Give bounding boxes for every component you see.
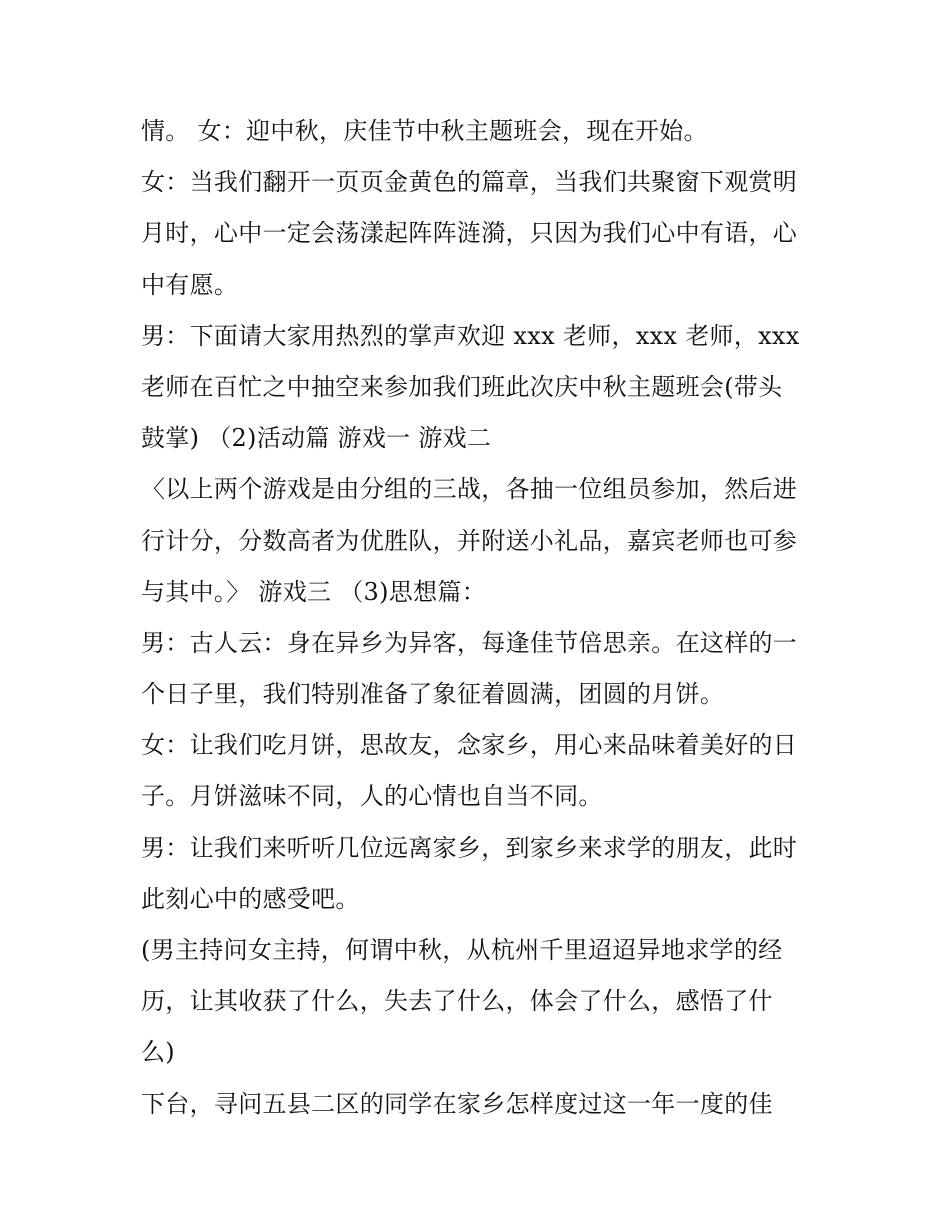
text-line: 此刻心中的感受吧。 xyxy=(141,884,360,913)
text-line: 男：古人云：身在异乡为异客，每逢佳节倍思亲。在这样的一 xyxy=(141,628,798,657)
text-line: 男：下面请大家用热烈的掌声欢迎 xxx 老师，xxx 老师，xxx xyxy=(141,321,800,350)
text-line: 老师在百忙之中抽空来参加我们班此次庆中秋主题班会(带头 xyxy=(141,372,783,401)
text-line: 个日子里，我们特别准备了象征着圆满，团圆的月饼。 xyxy=(141,680,725,709)
text-line: 中有愿。 xyxy=(141,270,239,299)
text-line: (男主持问女主持，何谓中秋，从杭州千里迢迢异地求学的经 xyxy=(141,936,783,964)
text-line: 〈以上两个游戏是由分组的三战，各抽一位组员参加，然后进 xyxy=(141,475,798,504)
text-line: 历，让其收获了什么，失去了什么，体会了什么，感悟了什 xyxy=(141,987,773,1016)
text-line: 行计分，分数高者为优胜队，并附送小礼品，嘉宾老师也可参 xyxy=(141,526,798,555)
text-line: 与其中。〉 游戏三 （3)思想篇： xyxy=(141,577,486,606)
text-line: 男：让我们来听听几位远离家乡，到家乡来求学的朋友，此时 xyxy=(141,833,798,862)
document-body xyxy=(141,106,821,1130)
text-line: 么) xyxy=(141,1038,175,1067)
text-line: 下台，寻问五县二区的同学在家乡怎样度过这一年一度的佳 xyxy=(141,1089,773,1118)
text-line: 子。月饼滋味不同，人的心情也自当不同。 xyxy=(141,782,603,811)
text-line: 情。 女：迎中秋，庆佳节中秋主题班会，现在开始。 xyxy=(141,117,708,145)
text-line: 女：让我们吃月饼，思故友，念家乡，用心来品味着美好的日 xyxy=(141,731,798,760)
text-line: 鼓掌) （2)活动篇 游戏一 游戏二 xyxy=(141,424,492,453)
text-line: 女：当我们翻开一页页金黄色的篇章，当我们共聚窗下观赏明 xyxy=(141,168,798,197)
text-line: 月时，心中一定会荡漾起阵阵涟漪，只因为我们心中有语，心 xyxy=(141,219,798,248)
